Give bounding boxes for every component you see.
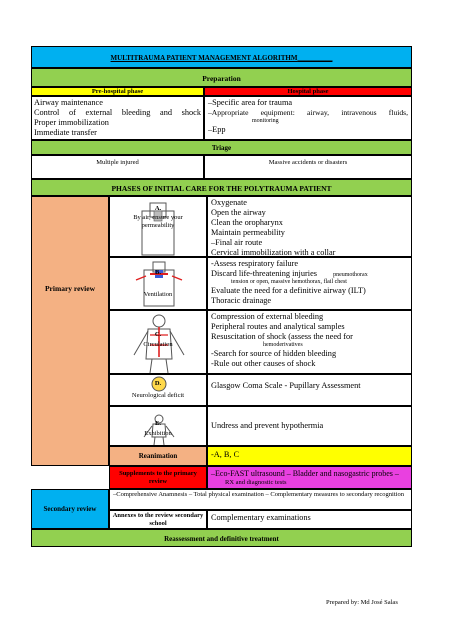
- reanimation-label: Reanimation: [109, 446, 207, 466]
- step-d-letter: D.: [154, 380, 162, 387]
- step-a-illustration: [109, 196, 207, 257]
- prepared-by: Prepared by: Md José Salas: [326, 599, 398, 606]
- step-d-label: Neurological deficit: [131, 392, 185, 399]
- step-line: Oxygenate: [211, 198, 247, 207]
- secondary-review-label: Secondary review: [31, 489, 109, 529]
- annexes-text: Complementary examinations: [207, 510, 412, 529]
- secondary-review-text: –Comprehensive Anamnesis – Total physical examination – Complementary measures to secondary recognition: [109, 489, 412, 510]
- supplements-label: Supplements to the primary review: [109, 466, 207, 489]
- supplements-line: –Eco-FAST ultrasound – Bladder and nasogastric probes –: [211, 469, 399, 478]
- step-b-illustration: [109, 257, 207, 310]
- step-line: -Assess respiratory failure: [211, 259, 299, 268]
- reassessment-footer: Reassessment and definitive treatment: [31, 529, 412, 547]
- supplements-text: [207, 466, 412, 489]
- step-d-text: [207, 374, 412, 406]
- prehospital-item: Immediate transfer: [34, 128, 97, 137]
- step-b-text: [207, 257, 412, 310]
- step-line: Compression of external bleeding: [211, 312, 324, 321]
- step-b-label: Ventilation: [143, 291, 173, 298]
- step-e-illustration: [109, 406, 207, 446]
- triage-header: Triage: [31, 140, 412, 155]
- hospital-item: –Specific area for trauma: [208, 98, 293, 107]
- prehospital-item: Proper immobilization: [34, 118, 109, 127]
- prehospital-item: Airway maintenance: [34, 98, 103, 107]
- preparation-header: Preparation: [31, 68, 412, 87]
- supplements-line: RX and diagnostic tests: [225, 479, 287, 486]
- prehospital-item: Control of external bleeding and shock: [34, 108, 201, 117]
- hospital-list: [204, 96, 412, 140]
- step-c-illustration: [109, 310, 207, 374]
- prehospital-header: Pre-hospital phase: [31, 87, 204, 96]
- lungs-figure-icon: [110, 258, 208, 311]
- step-line: -Rule out other causes of shock: [211, 359, 316, 368]
- reanimation-text: -A, B, C: [207, 446, 412, 466]
- step-line: Open the airway: [211, 208, 266, 217]
- step-e-label: Exhibition: [144, 430, 172, 437]
- step-line: Maintain permeability: [211, 228, 285, 237]
- step-e-text: [207, 406, 412, 446]
- primary-review-label: Primary review: [31, 196, 109, 466]
- prehospital-list: [31, 96, 204, 140]
- step-c-text: [207, 310, 412, 374]
- step-line: Undress and prevent hypothermia: [211, 421, 324, 430]
- step-a-label: By air, ensure your permeability: [133, 214, 183, 229]
- hospital-item: monitoring: [252, 118, 279, 124]
- step-line: Thoracic drainage: [211, 296, 272, 305]
- step-line: Evaluate the need for a definitive airway (ILT): [211, 286, 366, 295]
- triage-left: Multiple injured: [31, 155, 204, 179]
- step-line: Clean the oropharynx: [211, 218, 283, 227]
- hospital-item: –Epp: [208, 125, 226, 134]
- step-line: Peripheral routes and analytical samples: [211, 322, 345, 331]
- step-a-text: [207, 196, 412, 257]
- step-a-letter: A.: [154, 205, 162, 212]
- step-line: -Search for source of hidden bleeding: [211, 349, 337, 358]
- step-d-illustration: [109, 374, 207, 406]
- step-line: –Final air route: [211, 238, 263, 247]
- phases-header: PHASES OF INITIAL CARE FOR THE POLYTRAUMA PATIENT: [31, 179, 412, 196]
- step-c-label: Circulation: [143, 341, 173, 348]
- step-line: hemoderivatives: [263, 342, 303, 348]
- step-e-letter: E.: [155, 420, 161, 427]
- hospital-item: –Appropriate equipment: airway, intravenous fluids,: [208, 108, 408, 117]
- step-line: Resuscitation of shock (assess the need for: [211, 332, 353, 341]
- document-title: MULTITRAUMA PATIENT MANAGEMENT ALGORITHM__________: [31, 46, 412, 68]
- annexes-label: Annexes to the review secondary school: [109, 510, 207, 529]
- step-b-letter: B.: [155, 269, 161, 276]
- exhibition-figure-icon: [110, 407, 208, 447]
- step-line: tension or open, massive hemothorax, flail chest: [231, 279, 347, 285]
- hospital-header: Hospital phase: [204, 87, 412, 96]
- step-line: Glasgow Coma Scale - Pupillary Assessment: [211, 381, 361, 390]
- step-line: Cervical immobilization with a collar: [211, 248, 336, 257]
- step-c-letter: C.: [154, 331, 162, 338]
- step-line: Discard life-threatening injuries pneumothorax: [211, 269, 368, 278]
- triage-right: Massive accidents or disasters: [204, 155, 412, 179]
